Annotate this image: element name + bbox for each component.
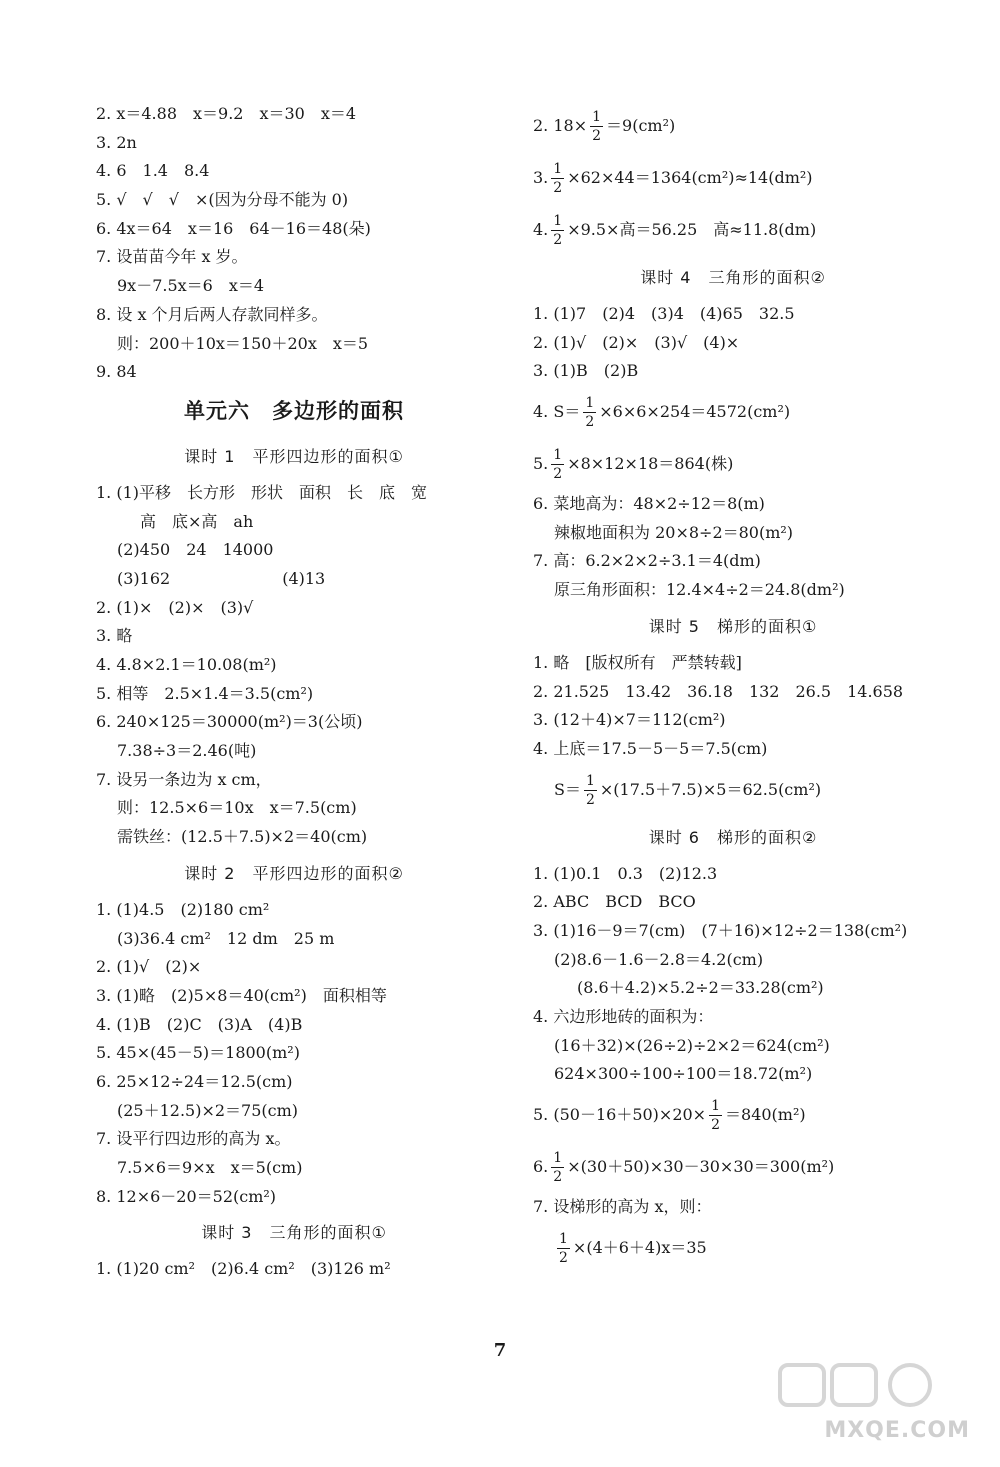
unit-title: 单元六 多边形的面积 [184,398,404,423]
line-text: S＝ [554,779,581,799]
left-column [96,100,492,1284]
answer-line: 5. 45×(45－5)＝1800(m²) [96,1043,300,1063]
fraction-denominator: 2 [559,1249,568,1266]
answer-line: 7. 设梯形的高为 x，则： [533,1197,712,1217]
fraction-half [551,162,564,195]
answer-line [533,100,933,152]
answer-line [533,1089,933,1141]
fraction-numerator: 1 [592,109,602,125]
answer-line: 624×300÷100÷100＝18.72(m²) [554,1064,813,1084]
answer-line: (2)8.6－1.6－2.8＝4.2(cm) [554,949,764,969]
line-text: ×62×44＝1364(cm²)≈14(dm²) [567,168,813,187]
answer-line: 7. 设另一条边为 x cm， [96,769,272,789]
answer-line: 3. (1)B (2)B [533,361,639,381]
lesson-title: 课时 6 梯形的面积② [648,827,818,847]
answer-line: (16＋32)×(26÷2)÷2×2＝624(cm²) [554,1035,830,1055]
fraction-denominator: 2 [553,180,563,196]
answer-line: 1. (1)0.1 0.3 (2)12.3 [533,863,718,883]
answer-line [533,438,933,490]
answer-line: (2)450 24 14000 [117,540,274,560]
answer-line: 辣椒地面积为 20×8÷2＝80(m²) [554,522,794,542]
answer-line: 2. (1)× (2)× (3)√ [96,597,254,617]
fraction-numerator: 1 [553,161,563,177]
answer-line: 7. 高：6.2×2×2÷3.1＝4(dm) [533,551,761,571]
fraction-numerator: 1 [559,1230,568,1247]
answer-line: (25＋12.5)×2＝75(cm) [117,1100,299,1120]
lesson-title: 课时 2 平形四边形的面积② [184,863,404,883]
fraction-half [551,214,564,247]
fraction-half [551,1151,564,1184]
fraction-half [583,396,596,429]
answer-line: 3. (1)略 (2)5×8＝40(cm²) 面积相等 [96,985,387,1005]
answer-line: 1. (1)平移 长方形 形状 面积 长 底 宽 [96,482,428,502]
page-number: 7 [493,1340,507,1361]
fraction-numerator: 1 [553,447,563,464]
fraction-half [551,448,564,481]
answer-line: 8. 12×6－20＝52(cm²) [96,1186,277,1206]
line-text: 3. [533,168,549,187]
answer-line: 1. (1)20 cm² (2)6.4 cm² (3)126 m² [96,1259,391,1279]
answer-line: 1. (1)4.5 (2)180 cm² [96,899,270,919]
lesson-title: 课时 1 平形四边形的面积① [184,446,404,466]
answer-line: 则：200＋10x＝150＋20x x＝5 [117,333,369,353]
line-text: 5. [533,454,549,474]
answer-line: 4. 六边形地砖的面积为： [533,1007,714,1026]
answer-line: 2. (1)√ (2)× [96,957,202,977]
lesson-title: 课时 4 三角形的面积② [640,268,826,287]
fraction-half [584,774,597,807]
answer-line: 7. 设平行四边形的高为 x。 [96,1129,291,1149]
answer-line: 9. 84 [96,362,137,382]
fraction-numerator: 1 [585,395,595,412]
line-text: 2. 18× [533,116,588,135]
answer-line: 3. 略 [96,626,133,646]
answer-line: 2. (1)√ (2)× (3)√ (4)× [533,332,740,352]
fraction-numerator: 1 [553,213,563,229]
right-column [533,100,933,1274]
answer-line: (3)162 (4)13 [117,568,326,588]
fraction-denominator: 2 [553,1169,563,1186]
answer-line: 原三角形面积：12.4×4÷2＝24.8(dm²) [554,580,845,600]
answer-line: (8.6＋4.2)×5.2÷2＝33.28(cm²) [577,978,824,998]
fraction-denominator: 2 [553,466,563,483]
answer-line: 5. 相等 2.5×1.4＝3.5(cm²) [96,683,314,703]
answer-line: 需铁丝：(12.5＋7.5)×2＝40(cm) [117,827,368,847]
fraction-half [557,1232,570,1265]
answer-line: 1. (1)7 (2)4 (3)4 (4)65 32.5 [533,304,795,323]
lesson-title: 课时 3 三角形的面积① [201,1223,387,1243]
answer-line: 4. 上底＝17.5－5－5＝7.5(cm) [533,738,768,758]
answer-line: 高 底×高 ah [140,511,254,531]
answer-line: 6. 240×125＝30000(m²)＝3(公顷) [96,712,363,732]
fraction-numerator: 1 [553,1150,563,1167]
fraction-half [590,110,603,143]
line-text: ×(17.5＋7.5)×5＝62.5(cm²) [599,779,822,799]
answer-line: 2. ABC BCD BCO [533,892,696,912]
line-text: ×8×12×18＝864(株) [567,454,734,474]
answer-line [533,152,933,204]
fraction-denominator: 2 [592,128,602,144]
line-text: 4. [533,220,549,239]
answer-line: 2. x＝4.88 x＝9.2 x＝30 x＝4 [96,104,357,123]
watermark-shape [780,1365,824,1405]
answer-line: (3)36.4 cm² 12 dm 25 m [117,928,335,948]
watermark-text: MXQE.COM [824,1418,970,1443]
answer-line: 9x－7.5x＝6 x＝4 [117,276,265,296]
line-text: ＝840(m²) [725,1105,806,1125]
answer-line: 4. (1)B (2)C (3)A (4)B [96,1014,303,1034]
answer-line: 4. 4.8×2.1＝10.08(m²) [96,655,277,674]
answer-line: 6. 4x＝64 x＝16 64－16＝48(朵) [96,218,371,238]
lesson-title: 课时 5 梯形的面积① [648,616,818,636]
answer-line: 1. 略 [版权所有 严禁转载] [533,652,742,672]
line-text: ＝9(cm²) [606,116,676,135]
fraction-numerator: 1 [585,772,595,789]
line-text: ×(4＋6＋4)x＝35 [572,1237,707,1257]
answer-line: 则：12.5×6＝10x x＝7.5(cm) [117,798,357,818]
answer-line: 7.5×6＝9×x x＝5(cm) [117,1158,303,1177]
answer-line: 3. 2n [96,132,137,152]
answer-line: 6. 菜地高为：48×2÷12＝8(m) [533,494,765,514]
answer-line [533,1222,933,1274]
line-text: 6. [533,1157,549,1177]
watermark-shape [890,1365,930,1405]
answer-line: 5. √ √ √ ×(因为分母不能为 0) [96,190,349,210]
fraction-denominator: 2 [553,232,563,248]
answer-line: 4. 6 1.4 8.4 [96,161,210,181]
fraction-denominator: 2 [585,791,595,808]
answer-line: 7.38÷3＝2.46(吨) [117,741,257,761]
answer-line [533,1141,933,1193]
watermark-shape [832,1365,876,1405]
answer-line: 8. 设 x 个月后两人存款同样多。 [96,304,328,324]
answer-line: 7. 设苗苗今年 x 岁。 [96,247,248,267]
fraction-numerator: 1 [711,1098,721,1115]
line-text: ×6×6×254＝4572(cm²) [599,402,791,422]
fraction-denominator: 2 [711,1117,721,1134]
line-text: 4. S＝ [533,402,581,422]
line-text: ×(30＋50)×30－30×30＝300(m²) [567,1157,835,1177]
answer-line [533,204,933,256]
fraction-half [709,1099,722,1132]
answer-line: 6. 25×12÷24＝12.5(cm) [96,1071,293,1091]
line-text: 5. (50－16＋50)×20× [533,1105,707,1125]
answer-line: 3. (1)16－9＝7(cm) (7＋16)×12÷2＝138(cm²) [533,920,908,940]
fraction-denominator: 2 [585,414,595,431]
answer-line [533,764,933,816]
answer-line: 3. (12＋4)×7＝112(cm²) [533,710,726,730]
answer-line [533,386,933,438]
answer-line: 2. 21.525 13.42 36.18 132 26.5 14.658 [533,681,904,701]
line-text: ×9.5×高＝56.25 高≈11.8(dm) [567,220,817,239]
